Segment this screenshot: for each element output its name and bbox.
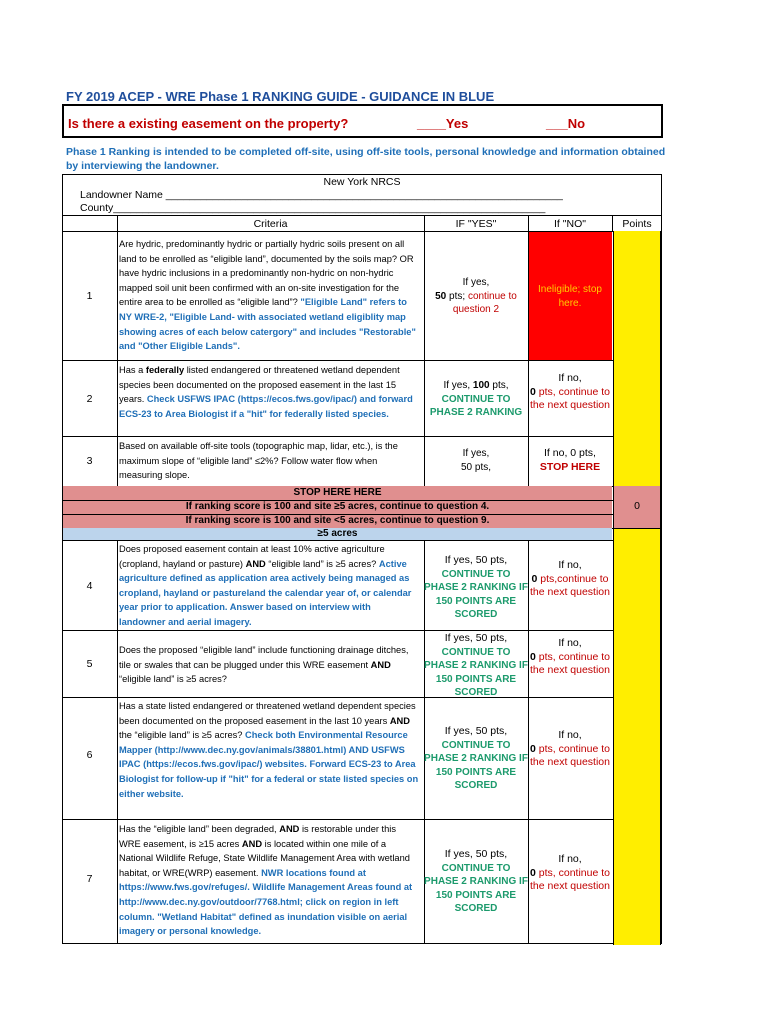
row-4-guidance: Active agriculture defined as application area actively being managed as cropland, hayland or pastureland the calendar year of, or calendar year prior to application. Answer based on interview with landowner and aerial imagery.: [119, 558, 412, 627]
stop-line-2: If ranking score is 100 and site ≥5 acres, continue to question 4.: [185, 501, 490, 512]
points-column: [613, 231, 661, 945]
row-6-text-b: AND: [389, 715, 410, 726]
question-text: Is there a existing easement on the property?: [68, 116, 349, 131]
row-5-number: 5: [86, 658, 93, 670]
row-5-if-yes: [424, 632, 528, 700]
answer-yes[interactable]: ____Yes: [417, 116, 469, 131]
row-2-criteria: [119, 363, 419, 421]
row-7-criteria: [119, 822, 419, 939]
row-3-no-text: If no, 0 pts,: [544, 447, 596, 459]
row-2-text-a: Has a: [119, 365, 146, 375]
row-7-if-no: [528, 853, 612, 894]
row-4-text-c: “eligible land” is ≥5 acres?: [265, 558, 379, 569]
points-total-value: 0: [634, 500, 640, 512]
row-1-yes-action: continue to question 2: [452, 290, 517, 316]
row-3-yes-points: 50 pts,: [460, 461, 492, 473]
row-3-number: 3: [86, 455, 93, 467]
row-2-if-no: [528, 372, 612, 413]
phase-1-points-total: [613, 486, 661, 528]
row-1-guidance: "Eligible Land" refers to NY WRE-2, "Eligible Land- with associated wetland eligiblity map showing acres of each below catergory" and includes "Restorable" and "Other Eligible Lands".: [119, 297, 416, 352]
row-3-no-action: STOP HERE: [539, 460, 601, 473]
row-6-no-action: pts, continue to the next question: [530, 742, 610, 769]
row-5-if-no: [528, 637, 612, 678]
row-5-no-points: 0: [530, 650, 536, 663]
row-7-text-b: AND: [279, 824, 300, 834]
row-1-yes-text: If yes,: [462, 277, 490, 288]
row-2-yes-points: 100: [472, 380, 490, 391]
row-2-yes-action: CONTINUE TO PHASE 2 RANKING: [429, 393, 523, 419]
existing-easement-question: [62, 104, 663, 138]
row-4-if-no: [528, 559, 612, 600]
row-6-yes-action: CONTINUE TO PHASE 2 RANKING IF 150 POINTS ARE SCORED: [424, 739, 528, 792]
row-3-if-no: [528, 447, 612, 474]
row-3-yes-text: If yes,: [462, 448, 490, 459]
row-5-yes-action: CONTINUE TO PHASE 2 RANKING IF 150 POINTS ARE SCORED: [424, 646, 528, 699]
row-7-text-a: Has the “eligible land” been degraded,: [119, 824, 280, 834]
row-5-text-b: AND: [370, 659, 391, 670]
state-office: New York NRCS: [323, 176, 401, 188]
col-criteria: Criteria: [253, 218, 288, 230]
row-7-guidance: NWR locations found at https://www.fws.gov/refuges/. Wildlife Management Areas found at http://www.dec.ny.gov/outdoor/7768.html; click on region in left column. "Wetland Habitat" defined as inundation visible on aerial imagery or personal knowledge.: [119, 867, 413, 937]
landowner-name-field[interactable]: Landowner Name ____________________________________________________________________: [80, 189, 563, 201]
row-4-number: 4: [86, 580, 93, 592]
row-7-no-text: If no,: [558, 853, 582, 865]
county-field[interactable]: County__________________________________________________________________________: [80, 202, 546, 214]
row-6-yes-text: If yes, 50 pts,: [444, 725, 508, 737]
row-4-text-b: AND: [245, 558, 266, 569]
row-4-no-text: If no,: [558, 559, 582, 571]
row-4-no-points: 0: [531, 572, 538, 585]
row-4-text-a: Does proposed easement contain at least 10% active agriculture (cropland, hayland or pasture): [119, 544, 385, 569]
acres-band-label: ≥5 acres: [317, 528, 358, 539]
stop-line-1: STOP HERE HERE: [293, 487, 382, 498]
row-2-yes-text: If yes,: [443, 380, 473, 391]
row-6-text-a: Has a state listed endangered or threatened wetland dependent species been documented on the proposed easement in the last 10 years: [119, 701, 416, 726]
row-7-text-c: is restorable under this WRE easement, is ≥15 acres: [119, 824, 397, 849]
col-if-no: If "NO": [554, 218, 586, 230]
row-7-if-yes: [424, 848, 528, 916]
row-2-no-action: pts, continue to the next question: [530, 385, 610, 412]
row-4-if-yes: [424, 554, 528, 622]
row-3-if-yes: [424, 447, 528, 474]
row-5-text-c: “eligible land” is ≥5 acres?: [119, 674, 227, 685]
row-7-number: 7: [86, 873, 93, 885]
stop-line-3: If ranking score is 100 and site <5 acres, continue to question 9.: [185, 515, 490, 526]
row-2-if-yes: [424, 379, 528, 420]
row-2-no-text: If no,: [558, 372, 582, 384]
row-7-yes-text: If yes, 50 pts,: [444, 848, 508, 860]
row-1-yes-points: 50: [435, 290, 447, 302]
page-title: FY 2019 ACEP - WRE Phase 1 RANKING GUIDE - GUIDANCE IN BLUE: [66, 89, 495, 104]
row-7-no-points: 0: [530, 866, 536, 879]
row-1-if-yes: [424, 276, 528, 317]
row-1-if-no: Ineligible; stop here.: [538, 284, 602, 309]
row-2-yes-unit: pts,: [489, 380, 509, 391]
row-5-yes-text: If yes, 50 pts,: [444, 632, 508, 644]
row-2-text-b: federally: [145, 365, 185, 375]
col-if-yes: IF "YES": [455, 218, 497, 230]
row-5-no-action: pts, continue to the next question: [530, 650, 610, 677]
row-5-criteria: [119, 643, 419, 687]
row-6-text-c: the “eligible land” is ≥5 acres?: [119, 730, 246, 741]
row-2-text-c: listed endangered or threatened wetland dependent species been documented on the proposed easement in the last 15 years.: [119, 365, 400, 405]
row-4-criteria: [119, 542, 419, 630]
row-6-no-points: 0: [530, 742, 536, 755]
row-1-number: 1: [86, 290, 93, 302]
row-4-yes-text: If yes, 50 pts,: [444, 554, 508, 566]
row-2-number: 2: [86, 393, 93, 405]
row-6-if-no: [528, 729, 612, 770]
row-6-no-text: If no,: [558, 729, 582, 741]
answer-no[interactable]: ___No: [546, 116, 586, 131]
row-7-text-d: AND: [241, 838, 263, 849]
row-1-criteria: [119, 237, 419, 354]
row-6-number: 6: [86, 749, 93, 761]
row-1-yes-unit: pts;: [446, 290, 468, 302]
row-7-yes-action: CONTINUE TO PHASE 2 RANKING IF 150 POINTS ARE SCORED: [424, 862, 528, 915]
row-4-yes-action: CONTINUE TO PHASE 2 RANKING IF 150 POINTS ARE SCORED: [424, 568, 528, 621]
row-1-text: Are hydric, predominantly hydric or partially hydric soils present on all land to be enrolled as “eligible land”, documented by the soils map? OR have hydric inclusions in a predominantly non-hydric on non-hydric mapped soil unit been confirmed with an on-site investigation for the entire area to be enrolled as “eligible land”?: [119, 239, 414, 308]
row-7-text-e: is located within one mile of a National Wildlife Refuge, State Wildlife Management Area with wetland habitat, or WRE(WRP) easement.: [119, 838, 410, 878]
row-4-no-action: pts,continue to the next question: [530, 572, 610, 599]
row-7-no-action: pts, continue to the next question: [530, 866, 610, 893]
row-2-no-points: 0: [530, 385, 536, 398]
row-5-no-text: If no,: [558, 637, 582, 649]
row-6-guidance: Check both Environmental Resource Mapper (http://www.dec.ny.gov/animals/38801.html) AND USFWS IPAC (https://ecos.fws.gov/ipac/) websites. Forward ECS-23 to Area Biologist for follow-up if "hit" for a federal or state listed species on either website.: [119, 730, 419, 799]
row-6-if-yes: [424, 725, 528, 793]
row-3-criteria: Based on available off-site tools (topographic map, lidar, etc.), is the maximum slope of “eligible land” ≤2%? Follow water flow when measuring slope.: [119, 441, 398, 481]
row-6-criteria: [119, 699, 419, 801]
col-points: Points: [622, 218, 652, 230]
intro-note: Phase 1 Ranking is intended to be completed off-site, using off-site tools, personal knowledge and information obtained by interviewing the landowner.: [66, 146, 666, 172]
row-2-guidance: Check USFWS IPAC (https://ecos.fws.gov/ipac/) and forward ECS-23 to Area Biologist if a "hit" for federally listed species.: [119, 394, 413, 419]
row-5-text-a: Does the proposed “eligible land” include functioning drainage ditches, tile or swales that can be plugged under this WRE easement: [119, 645, 409, 670]
